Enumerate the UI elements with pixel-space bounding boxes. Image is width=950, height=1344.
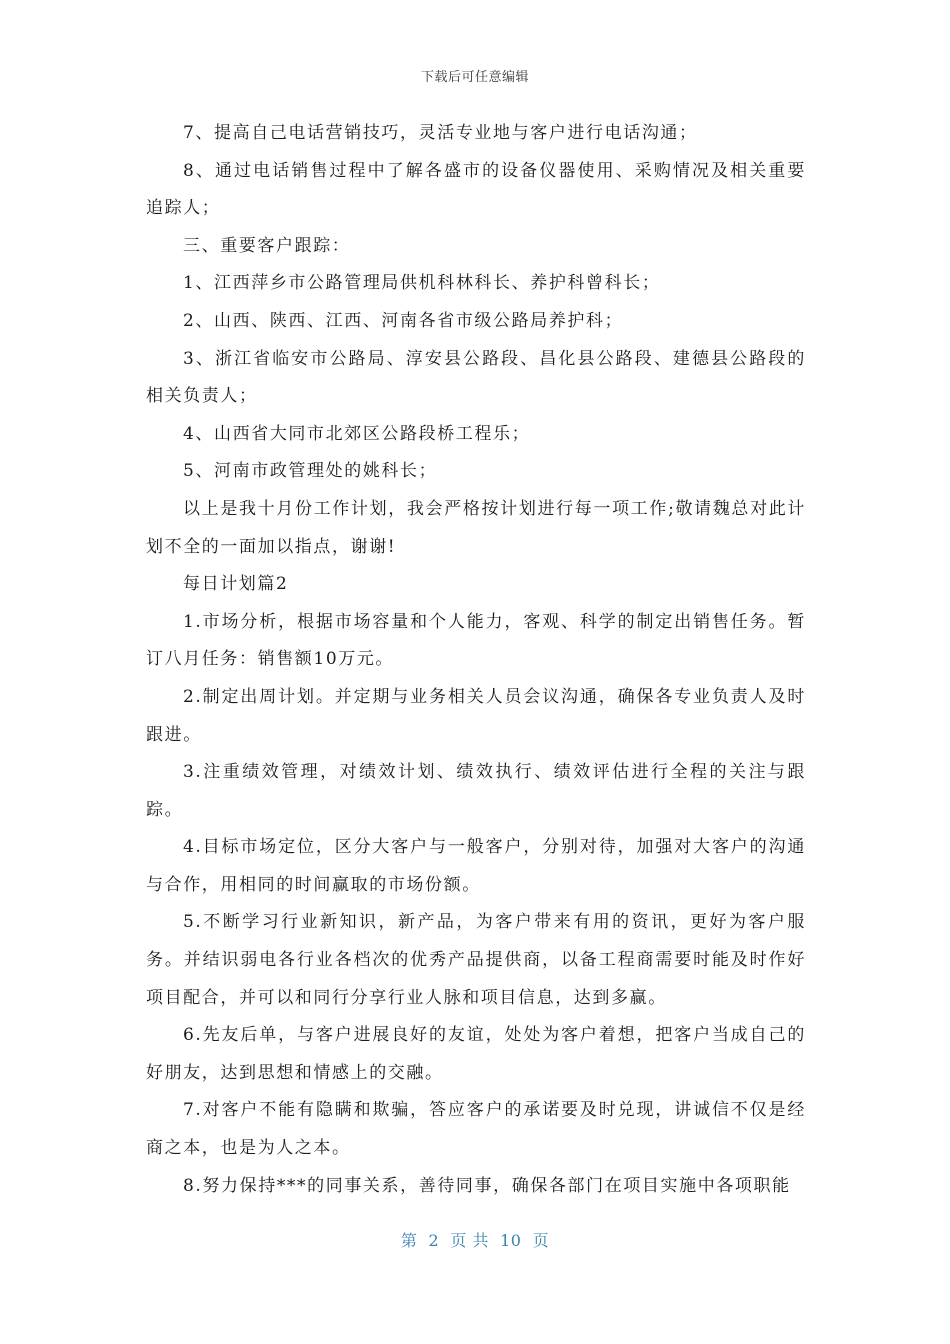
paragraph: 1.市场分析，根据市场容量和个人能力，客观、科学的制定出销售任务。暂订八月任务：销售额10万元。: [146, 611, 806, 670]
paragraph: 2.制定出周计划。并定期与业务相关人员会议沟通，确保各专业负责人及时跟进。: [146, 686, 806, 745]
paragraph: 7.对客户不能有隐瞒和欺骗，答应客户的承诺要及时兑现，讲诚信不仅是经商之本，也是为人之本。: [146, 1100, 806, 1159]
paragraph: 4、山西省大同市北郊区公路段桥工程乐；: [183, 423, 531, 444]
paragraph: 5、河南市政管理处的姚科长；: [183, 461, 438, 482]
section-heading: 每日计划篇2: [183, 574, 289, 595]
paragraph: 1、江西萍乡市公路管理局供机科林科长、养护科曾科长；: [183, 273, 661, 294]
paragraph: 4.目标市场定位，区分大客户与一般客户，分别对待，加强对大客户的沟通与合作，用相同的时间赢取的市场份额。: [146, 837, 806, 895]
paragraph: 以上是我十月份工作计划，我会严格按计划进行每一项工作;敬请魏总对此计划不全的一面加以指点，谢谢!: [146, 498, 806, 557]
paragraph: 8、通过电话销售过程中了解各盛市的设备仪器使用、采购情况及相关重要追踪人；: [146, 160, 806, 219]
paragraph: 5.不断学习行业新知识，新产品，为客户带来有用的资讯，更好为客户服务。并结识弱电各行业各档次的优秀产品提供商，以备工程商需要时能及时作好项目配合，并可以和同行分享行业人脉和项目信息，达到多赢。: [146, 912, 806, 1008]
paragraph: 7、提高自己电话营销技巧，灵活专业地与客户进行电话沟通；: [183, 123, 698, 143]
paragraph: 8.努力保持***的同事关系，善待同事，确保各部门在项目实施中各项职能: [183, 1175, 791, 1196]
document-body: [146, 115, 806, 1205]
page-header: 下载后可任意编辑: [420, 70, 529, 85]
paragraph: 3.注重绩效管理，对绩效计划、绩效执行、绩效评估进行全程的关注与跟踪。: [146, 762, 806, 820]
paragraph: 6.先友后单，与客户进展良好的友谊，处处为客户着想，把客户当成自己的好朋友，达到思想和情感上的交融。: [146, 1025, 806, 1083]
paragraph: 3、浙江省临安市公路局、淳安县公路段、昌化县公路段、建德县公路段的相关负责人；: [146, 348, 806, 407]
paragraph: 2、山西、陕西、江西、河南各省市级公路局养护科；: [183, 310, 624, 331]
page-number-footer: 第 2 页 共 10 页: [400, 1231, 550, 1250]
section-heading: 三、重要客户跟踪：: [183, 235, 351, 256]
